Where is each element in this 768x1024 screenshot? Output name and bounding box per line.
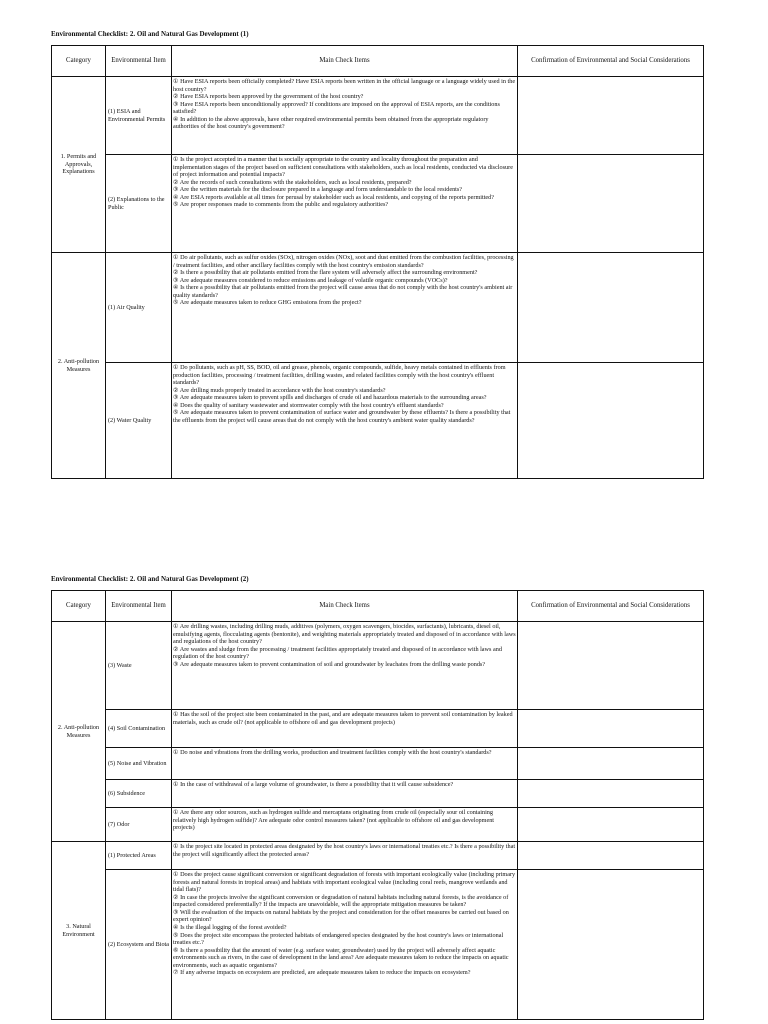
check-item: ② Are wastes and sludge from the processing / treatment facilities appropriately treated and disposed of in accordance with laws and regulation of the host country? [173,645,502,661]
check-items-cell [172,870,518,1020]
check-item: ⑦ If any adverse impacts on ecosystem are predicted, are adequate measures taken to reduce the impacts on ecosystem? [173,969,471,977]
category-cell: 1. Permits and Approvals, Explanations [52,77,106,253]
check-item: ① Does the project cause significant conversion or significant degradation of forests with important ecologically value (including primary forests and natural forests in tropical areas) and habitats with important ecological value (including coral reefs, mangrove wetlands and tidal flats)? [173,871,516,894]
confirmation-cell[interactable] [518,155,704,253]
confirmation-cell[interactable] [518,808,704,842]
check-items-cell [172,77,518,155]
check-items-cell [172,748,518,780]
header-main: Main Check Items [172,591,518,622]
checklist-title-2: Environmental Checklist: 2. Oil and Natural Gas Development (2) [51,575,249,583]
check-item: ① Has the soil of the project site been contaminated in the past, and are adequate measures taken to prevent soil contamination by leaked materials, such as crude oil? (not applicable to offshore oil and gas development projects) [173,711,513,726]
header-confirm: Confirmation of Environmental and Social Considerations [518,591,704,622]
check-item: ① In the case of withdrawal of a large volume of groundwater, is there a possibility that it will cause subsidence? [173,781,454,788]
check-item: ① Is the project accepted in a manner that is socially appropriate to the country and locality throughout the preparation and implementation stages of the project based on sufficient consultations with stakeholders, such as local residents, conducted via disclosure of project information and potential impacts? [173,156,513,179]
table-row [52,622,704,710]
confirmation-cell[interactable] [518,77,704,155]
check-item: ② Have ESIA reports been approved by the government of the host country? [173,93,364,101]
item-cell: (2) Ecosystem and Biota [106,870,172,1020]
header-row [52,591,704,622]
check-items-cell [172,622,518,710]
item-cell: (6) Subsidence [106,780,172,808]
check-item: ③ Are the written materials for the disclosure prepared in a language and form understandable to the local residents? [173,186,463,194]
check-item: ② Are the records of such consultations with the stakeholders, such as local residents, prepared? [173,178,412,186]
check-item: ② In case the projects involve the significant conversion or degradation of natural habitats including natural forests, is the avoidance of impacted considered preferentially? If the impacts are unavoidable, will the appropriate mitigation measures be taken? [173,893,509,909]
check-item: ① Are drilling wastes, including drilling muds, additives (polymers, oxygen scavengers, biocides, surfactants), lubricants, diesel oil, emulsifying agents, flocculating agents (bentonite), and weighting materials appropriately treated and disposed of in accordance with laws and regulations of the host country? [173,623,516,646]
item-cell: (1) Air Quality [106,253,172,363]
header-category: Category [52,46,106,77]
header-row [52,46,704,77]
checklist-title-1: Environmental Checklist: 2. Oil and Natural Gas Development (1) [51,30,249,38]
header-main: Main Check Items [172,46,518,77]
confirmation-cell[interactable] [518,622,704,710]
check-item: ④ Is the illegal logging of the forest avoided? [173,923,287,931]
check-items-cell [172,780,518,808]
check-items-cell [172,842,518,870]
item-cell: (4) Soil Contamination [106,710,172,748]
table-row [52,780,704,808]
confirmation-cell[interactable] [518,748,704,780]
item-cell: (2) Water Quality [106,363,172,479]
check-items-cell [172,808,518,842]
check-item: ③ Are adequate measures taken to prevent spills and discharges of crude oil and hazardous materials to the surrounding areas? [173,394,487,402]
table-row [52,748,704,780]
check-items-cell [172,155,518,253]
check-item: ① Do pollutants, such as pH, SS, BOD, oil and grease, phenols, organic compounds, sulfide, heavy metals contained in effluents from production facilities, processing / treatment facilities, drilling wastes, and related facilities comply with the host country's effluent standards? [173,364,506,387]
check-item: ① Do air pollutants, such as sulfur oxides (SOx), nitrogen oxides (NOx), soot and dust emitted from the combustion facilities, processing / treatment facilities, and other ancillary facilities comply with the host country's emission standards? [173,254,514,269]
category-cell: 2. Anti-pollution Measures [52,622,106,842]
confirmation-cell[interactable] [518,253,704,363]
check-item: ④ Is there a possibility that air pollutants emitted from the project will cause areas that do not comply with the host country's ambient air quality standards? [173,284,513,299]
check-item: ① Do noise and vibrations from the drilling works, production and treatment facilities comply with the host country's standards? [173,749,492,756]
header-item: Environmental Item [106,591,172,622]
item-cell: (7) Odor [106,808,172,842]
confirmation-cell[interactable] [518,842,704,870]
check-item: ③ Have ESIA reports been unconditionally approved? If conditions are imposed on the approval of ESIA reports, are the conditions satisfied? [173,100,500,116]
confirmation-cell[interactable] [518,710,704,748]
table-row [52,77,704,155]
item-cell: (1) ESIA and Environmental Permits [106,77,172,155]
check-items-cell [172,253,518,363]
table-row [52,842,704,870]
item-cell: (1) Protected Areas [106,842,172,870]
check-item: ③ Are adequate measures considered to reduce emissions and leakage of volatile organic compounds (VOCs)? [173,276,448,284]
check-item: ④ Does the quality of sanitary wastewater and stormwater comply with the host country's effluent standards? [173,401,444,409]
check-item: ④ In addition to the above approvals, have other required environmental permits been obtained from the appropriate regulatory authorities of the host country's government? [173,115,489,131]
check-item: ⑤ Does the project site encompass the protected habitats of endangered species designated by the host country's laws or international treaties etc.? [173,931,504,947]
item-cell: (2) Explanations to the Public [106,155,172,253]
check-items-cell [172,363,518,479]
checklist-table-1 [51,45,704,479]
header-item: Environmental Item [106,46,172,77]
confirmation-cell[interactable] [518,363,704,479]
item-cell: (3) Waste [106,622,172,710]
check-item: ③ Will the evaluation of the impacts on natural habitats by the project and consideration for the offset measures be carried out based on expert opinion? [173,908,509,924]
category-cell: 2. Anti-pollution Measures [52,253,106,479]
item-cell: (5) Noise and Vibration [106,748,172,780]
check-item: ② Are drilling muds properly treated in accordance with the host country's standards? [173,386,386,394]
table-row [52,710,704,748]
header-category: Category [52,591,106,622]
table-row [52,870,704,1020]
table-row [52,363,704,479]
confirmation-cell[interactable] [518,870,704,1020]
check-item: ① Have ESIA reports been officially completed? Have ESIA reports been written in the official language or a language widely used in the host country? [173,78,516,93]
table-row [52,253,704,363]
header-confirm: Confirmation of Environmental and Social Considerations [518,46,704,77]
check-item: ⑤ Are adequate measures taken to reduce GHG emissions from the project? [173,299,362,307]
check-item: ③ Are adequate measures taken to prevent contamination of soil and groundwater by leachates from the drilling waste ponds? [173,660,486,668]
table-row [52,155,704,253]
check-item: ① Is the project site located in protected areas designated by the host country's laws or international treaties etc.? Is there a possibility that the project will significantly affect the protected areas? [173,843,516,858]
check-item: ① Are there any odor sources, such as hydrogen sulfide and mercaptans originating from crude oil (especially sour oil containing relatively high hydrogen sulfide)? Are adequate odor control measures taken? (not applicable to offshore oil and gas development projects) [173,809,495,832]
check-item: ⑥ Is there a possibility that the amount of water (e.g. surface water, groundwater) used by the project will adversely affect aquatic environments such as rivers, in the case of development in the land area? Are adequate measures taken to reduce the impacts on aquatic environments, such as aquatic organisms? [173,946,509,969]
check-item: ⑤ Are proper responses made to comments from the public and regulatory authorities? [173,201,389,209]
check-items-cell [172,710,518,748]
check-item: ⑤ Are adequate measures taken to prevent contamination of surface water and groundwater by these effluents? Is there a possibility that the effluents from the project will cause areas that do not comply with the host country's ambient water quality standards? [173,409,511,424]
checklist-table-2 [51,590,704,1020]
check-item: ④ Are ESIA reports available at all times for perusal by stakeholder such as local residents, and copying of the reports permitted? [173,193,495,201]
category-cell: 3. Natural Environment [52,842,106,1020]
check-item: ② Is there a possibility that air pollutants emitted from the flare system will adversely affect the surrounding environment? [173,269,478,277]
table-row [52,808,704,842]
confirmation-cell[interactable] [518,780,704,808]
